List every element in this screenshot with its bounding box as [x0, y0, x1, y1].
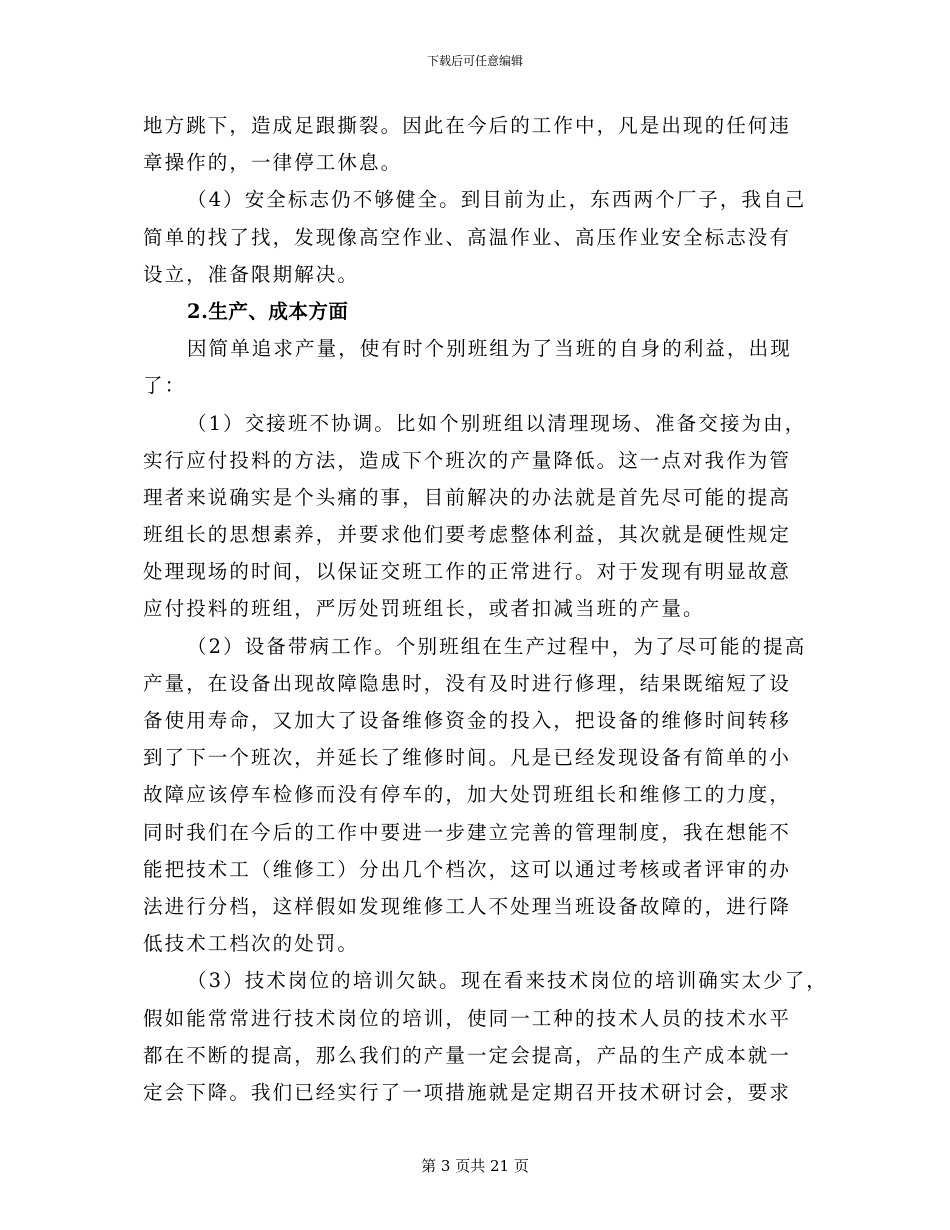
- text-line: 实行应付投料的方法，造成下个班次的产量降低。这一点对我作为管: [143, 448, 792, 472]
- page-header: 下载后可任意编辑: [426, 54, 523, 68]
- text-line: 定会下降。我们已经实行了一项措施就是定期召开技术研讨会，要求: [143, 1080, 792, 1104]
- paragraph-start: （4）安全标志仍不够健全。到目前为止，东西两个厂子，我自己: [187, 188, 807, 212]
- text-line: 了：: [143, 374, 187, 398]
- text-line: 产量，在设备出现故障隐患时，没有及时进行修理，结果既缩短了设: [143, 671, 792, 695]
- section-heading: 2.生产、成本方面: [187, 299, 349, 323]
- text-line: 简单的找了找，发现像高空作业、高温作业、高压作业安全标志没有: [143, 225, 792, 249]
- text-line: 同时我们在今后的工作中要进一步建立完善的管理制度，我在想能不: [143, 820, 792, 844]
- text-line: 应付投料的班组，严厉处罚班组长，或者扣减当班的产量。: [143, 597, 705, 621]
- text-line: 章操作的，一律停工休息。: [143, 151, 403, 175]
- text-line: 法进行分档，这样假如发现维修工人不处理当班设备故障的，进行降: [143, 894, 792, 918]
- text-line: 到了下一个班次，并延长了维修时间。凡是已经发现设备有简单的小: [143, 746, 792, 770]
- paragraph-start: （2）设备带病工作。个别班组在生产过程中，为了尽可能的提高: [187, 634, 807, 658]
- text-line: 班组长的思想素养，并要求他们要考虑整体利益，其次就是硬性规定: [143, 523, 792, 547]
- text-line: 能把技术工（维修工）分出几个档次，这可以通过考核或者评审的办: [143, 857, 792, 881]
- paragraph-start: （1）交接班不协调。比如个别班组以清理现场、准备交接为由，: [187, 411, 807, 435]
- page-footer: 第 3 页共 21 页: [421, 1157, 529, 1175]
- text-line: 理者来说确实是个头痛的事，目前解决的办法就是首先尽可能的提高: [143, 485, 792, 509]
- text-line: 地方跳下，造成足跟撕裂。因此在今后的工作中，凡是出现的任何违: [143, 114, 792, 137]
- text-line: 低技术工档次的处罚。: [143, 932, 360, 956]
- text-line: 备使用寿命，又加大了设备维修资金的投入，把设备的维修时间转移: [143, 709, 792, 732]
- paragraph-start: 因简单追求产量，使有时个别班组为了当班的自身的利益，出现: [187, 337, 792, 361]
- text-line: 假如能常常进行技术岗位的培训，使同一工种的技术人员的技术水平: [143, 1006, 792, 1030]
- text-line: 都在不断的提高，那么我们的产量一定会提高，产品的生产成本就一: [143, 1043, 792, 1067]
- text-line: 处理现场的时间，以保证交班工作的正常进行。对于发现有明显故意: [143, 560, 792, 584]
- paragraph-start: （3）技术岗位的培训欠缺。现在看来技术岗位的培训确实太少了，: [187, 969, 828, 993]
- text-line: 故障应该停车检修而没有停车的，加大处罚班组长和维修工的力度，: [143, 783, 792, 807]
- document-body: [143, 107, 828, 1111]
- text-line: 设立，准备限期解决。: [143, 262, 360, 286]
